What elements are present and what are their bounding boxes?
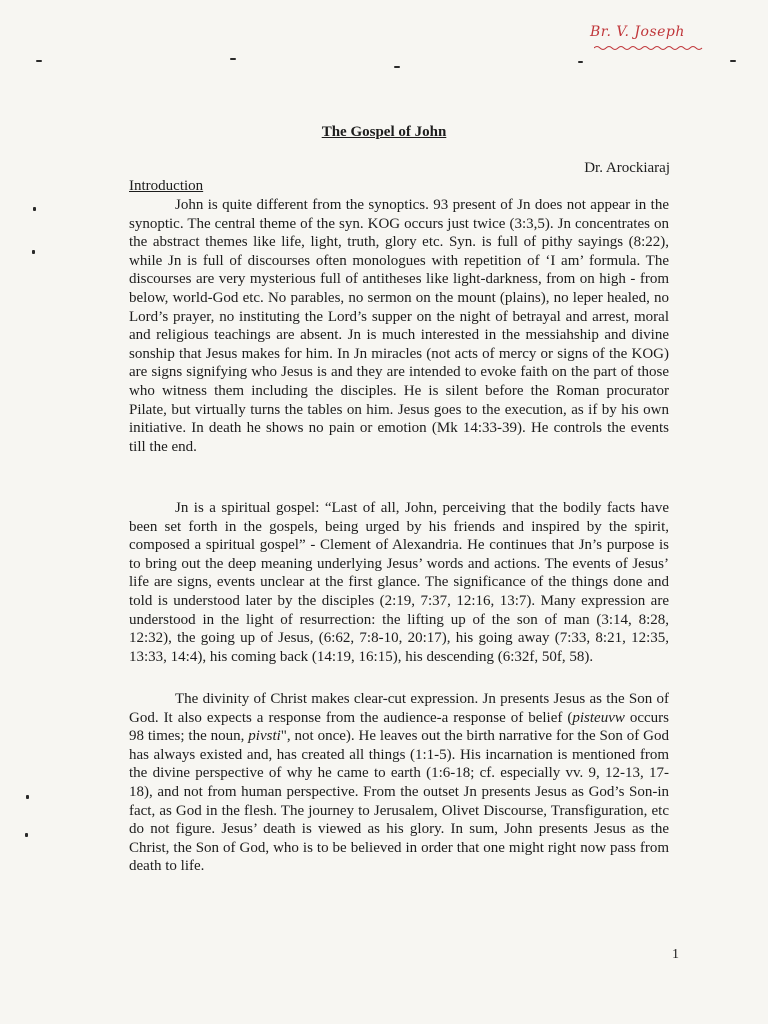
scan-speck xyxy=(26,795,29,799)
scan-speck xyxy=(394,66,400,68)
scan-speck xyxy=(578,61,583,63)
scan-speck xyxy=(25,833,28,837)
paragraph-2: Jn is a spiritual gospel: “Last of all, John, perceiving that the bodily facts have been set forth in the gospels, being urged by his friends and inspired by the spirit, composed a spiritual gospel” - Clement of Alexandria. He continues that Jn’s purpose is to bring out the deep meaning underlying Jesus’ words and actions. The events of Jesus’ life are signs, events unclear at the first glance. The significance of the things done and told is understood later by the disciples (2:19, 7:37, 12:16, 13:7). Many expression are understood in the light of resurrection: the lifting up of the son of man (3:14, 8:28, 12:32), the going up of Jesus, (6:62, 7:8-10, 20:17), his going away (7:33, 8:21, 12:35, 13:33, 14:4), his coming back (14:19, 16:15), his descending (6:32f, 50f, 58). xyxy=(129,500,669,665)
scan-speck xyxy=(230,58,236,60)
author-name: Dr. Arockiaraj xyxy=(584,160,670,176)
document-title: The Gospel of John xyxy=(321,124,447,140)
paragraph-3-text: The divinity of Christ makes clear-cut expression. Jn presents Jesus as the Son of God. It also expects a response from the audience-a response of belief ( xyxy=(129,691,669,726)
paragraph-3-text: ", not once). He leaves out the birth narrative for the Son of God has always existed and, has created all things (1:1-5). His incarnation is mentioned from the divine perspective of why he came to earth (1:6-18; cf. especially vv. 9, 12-13, 17-18), and not from human perspective. From the outset Jn presents Jesus as God’s Son-in fact, as God in the flesh. The journey to Jerusalem, Olivet Discourse, Transfiguration, etc do not figure. Jesus’ death is viewed as his glory. In sum, John presents Jesus as the Christ, the Son of God, who is to be believed in order that one might right now pass from death to life. xyxy=(129,728,669,875)
page-number: 1 xyxy=(672,947,679,962)
scan-speck xyxy=(32,250,35,254)
handwritten-underline xyxy=(594,45,704,51)
scan-speck xyxy=(730,60,736,62)
scan-speck xyxy=(33,207,36,211)
paragraph-1: John is quite different from the synoptics. 93 present of Jn does not appear in the synoptic. The central theme of the syn. KOG occurs just twice (3:3,5). Jn concentrates on the abstract themes like life, light, truth, glory etc. Syn. is full of pithy sayings (8:22), while Jn is full of discourses often monologues with repetition of ‘I am’ formula. The discourses are very mysterious full of antitheses like light-darkness, from on high - from below, world-God etc. No parables, no sermon on the mount (plains), no leper healed, no Lord’s prayer, no instituting the Lord’s supper on the night of betrayal and arrest, moral and religious teachings are absent. Jn is much interested in the messiahship and divine sonship that Jesus makes for him. In Jn miracles (not acts of mercy or signs of the KOG) are signs signifying who Jesus is and they are intended to evoke faith on the part of those who witness them including the disciples. He is silent before the Roman procurator Pilate, but virtually turns the tables on him. Jesus goes to the execution, as if by his own initiative. In death he shows no pain or emotion (Mk 14:33-39). He controls the events till the end. xyxy=(129,197,669,455)
handwritten-annotation: Br. V. Joseph xyxy=(590,24,685,40)
paragraph-3 xyxy=(129,690,669,876)
greek-term-1: pisteuvw xyxy=(572,709,625,726)
paragraph-3-text: occurs 98 times; the noun, xyxy=(129,709,669,745)
scan-speck xyxy=(36,60,42,62)
section-heading: Introduction xyxy=(129,178,204,194)
greek-term-2: pivsti xyxy=(248,728,281,745)
